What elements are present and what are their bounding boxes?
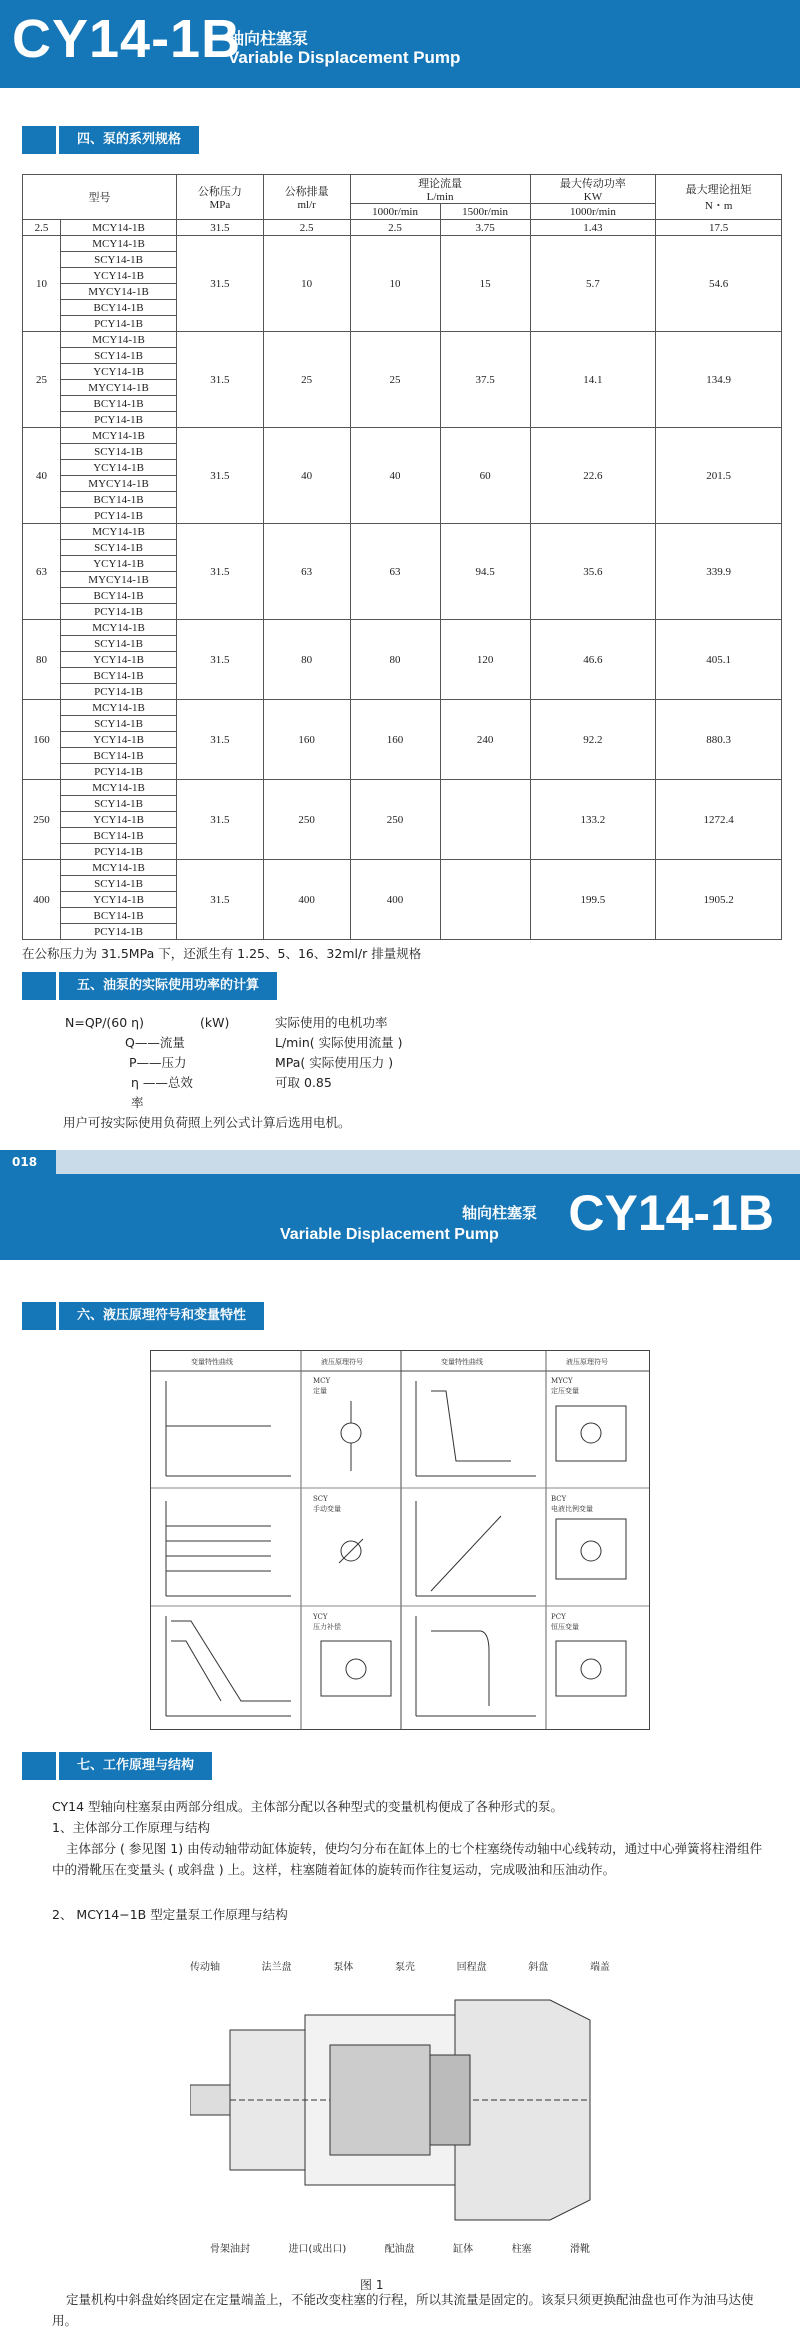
displacement-cell: 250 <box>263 780 350 860</box>
svg-text:BCY: BCY <box>551 1495 567 1503</box>
tab-arrow-icon <box>22 972 56 1000</box>
torque-cell: 339.9 <box>656 524 782 620</box>
model-title: CY14-1B <box>568 1185 774 1241</box>
model-cell: SCY14-1B <box>61 636 177 652</box>
mycy-curve <box>416 1381 536 1476</box>
size-cell: 25 <box>23 332 61 428</box>
page-divider <box>0 1150 800 1174</box>
model-cell: MCY14-1B <box>61 236 177 252</box>
torque-cell: 1905.2 <box>656 860 782 940</box>
pump-cross-section-figure <box>190 1960 610 2260</box>
size-cell: 250 <box>23 780 61 860</box>
section-tab-symbols <box>22 1302 264 1330</box>
power-cell: 5.7 <box>530 236 656 332</box>
bcy-curve <box>416 1501 536 1596</box>
flow-1500-cell: 120 <box>440 620 530 700</box>
table-row <box>23 780 782 796</box>
table-row <box>23 860 782 876</box>
pressure-cell: 31.5 <box>177 620 264 700</box>
model-cell: MCY14-1B <box>61 780 177 796</box>
model-cell: YCY14-1B <box>61 892 177 908</box>
model-cell: YCY14-1B <box>61 460 177 476</box>
pressure-cell: 31.5 <box>177 860 264 940</box>
paragraph: 1、主体部分工作原理与结构 <box>52 1820 210 1835</box>
pump-bottom-labels <box>210 2240 590 2255</box>
model-cell: BCY14-1B <box>61 492 177 508</box>
model-cell: BCY14-1B <box>61 828 177 844</box>
figure-caption: 图 1 <box>360 2278 384 2292</box>
model-cell: SCY14-1B <box>61 796 177 812</box>
page2-banner <box>0 1174 800 1260</box>
pump-top-labels <box>190 1958 610 1973</box>
section-label: 四、泵的系列规格 <box>56 126 199 154</box>
power-cell: 46.6 <box>530 620 656 700</box>
pump-part-label: 回程盘 <box>456 1962 487 1973</box>
pump-part-label: 进口(或出口) <box>288 2244 347 2255</box>
model-cell: MCY14-1B <box>61 860 177 876</box>
col-head: 变量特性曲线 <box>191 1358 233 1366</box>
model-cell: MCY14-1B <box>61 524 177 540</box>
pressure-cell: 31.5 <box>177 780 264 860</box>
flow-1000-cell: 2.5 <box>350 220 440 236</box>
flow-1500-cell: 15 <box>440 236 530 332</box>
flow-1000-cell: 40 <box>350 428 440 524</box>
model-cell: SCY14-1B <box>61 716 177 732</box>
displacement-cell: 63 <box>263 524 350 620</box>
power-cell: 22.6 <box>530 428 656 524</box>
model-cell: SCY14-1B <box>61 540 177 556</box>
th-displacement: 公称排量 ml/r <box>263 175 350 220</box>
formula-row: Q——流量 L/min( 实际使用流量 ) <box>125 1035 403 1050</box>
th-flow-1000: 1000r/min <box>350 204 440 220</box>
flow-1000-cell: 10 <box>350 236 440 332</box>
table-row <box>23 236 782 252</box>
model-cell: MCY14-1B <box>61 428 177 444</box>
displacement-cell: 25 <box>263 332 350 428</box>
svg-text:PCY: PCY <box>551 1613 566 1621</box>
pressure-cell: 31.5 <box>177 220 264 236</box>
model-cell: YCY14-1B <box>61 812 177 828</box>
model-cell: SCY14-1B <box>61 444 177 460</box>
flow-1500-cell: 60 <box>440 428 530 524</box>
torque-cell: 405.1 <box>656 620 782 700</box>
top-banner <box>0 0 800 88</box>
model-cell: YCY14-1B <box>61 364 177 380</box>
power-cell: 133.2 <box>530 780 656 860</box>
model-cell: PCY14-1B <box>61 844 177 860</box>
size-cell: 160 <box>23 700 61 780</box>
pump-part-label: 缸体 <box>453 2244 474 2255</box>
flow-1000-cell: 63 <box>350 524 440 620</box>
flow-1500-cell: 240 <box>440 700 530 780</box>
th-flow-1500: 1500r/min <box>440 204 530 220</box>
flow-1000-cell: 25 <box>350 332 440 428</box>
page-number: 018 <box>0 1150 56 1174</box>
svg-text:恒压变量: 恒压变量 <box>551 1623 579 1631</box>
displacement-cell: 400 <box>263 860 350 940</box>
model-cell: SCY14-1B <box>61 876 177 892</box>
displacement-cell: 2.5 <box>263 220 350 236</box>
section-label: 五、油泵的实际使用功率的计算 <box>56 972 277 1000</box>
model-cell: MYCY14-1B <box>61 572 177 588</box>
th-torque: 最大理论扭矩 N・m <box>656 175 782 220</box>
svg-text:MCY: MCY <box>313 1377 331 1385</box>
torque-cell: 201.5 <box>656 428 782 524</box>
variable-characteristic-diagram <box>150 1350 650 1730</box>
model-cell: BCY14-1B <box>61 908 177 924</box>
flow-1500-cell <box>440 860 530 940</box>
svg-text:压力补偿: 压力补偿 <box>313 1623 341 1631</box>
torque-cell: 1272.4 <box>656 780 782 860</box>
model-cell: PCY14-1B <box>61 604 177 620</box>
pcy-curve <box>416 1616 536 1716</box>
flow-1500-cell <box>440 780 530 860</box>
model-cell: MCY14-1B <box>61 700 177 716</box>
flow-1500-cell: 94.5 <box>440 524 530 620</box>
col-head: 变量特性曲线 <box>441 1358 483 1366</box>
pump-symbol-icon <box>341 1401 361 1471</box>
pump-part-label: 端盖 <box>589 1962 610 1973</box>
pump-part-label: 滑靴 <box>570 2244 590 2255</box>
th-model: 型号 <box>23 175 177 220</box>
table-note: 在公称压力为 31.5MPa 下，还派生有 1.25、5、16、32ml/r 排量规格 <box>22 946 422 961</box>
paragraph: 定量机构中斜盘始终固定在定量端盖上，不能改变柱塞的行程，所以其流量是固定的。该泵只须更换配油盘也可作为油马达使用。 <box>52 2292 754 2328</box>
section-label: 六、液压原理符号和变量特性 <box>56 1302 264 1330</box>
flow-1000-cell: 400 <box>350 860 440 940</box>
model-cell: MCY14-1B <box>61 332 177 348</box>
th-power: 最大传动功率 KW <box>530 175 656 204</box>
th-pressure: 公称压力 MPa <box>177 175 264 220</box>
pump-part-label: 传动轴 <box>190 1962 220 1973</box>
size-cell: 40 <box>23 428 61 524</box>
pump-symbol-icon <box>321 1641 391 1696</box>
model-cell: BCY14-1B <box>61 668 177 684</box>
pump-part-label: 泵体 <box>333 1962 354 1973</box>
size-cell: 2.5 <box>23 220 61 236</box>
pump-part-label: 骨架油封 <box>210 2244 250 2255</box>
pump-part-label: 配油盘 <box>384 2244 415 2255</box>
pump-symbol-icon <box>556 1519 626 1579</box>
flow-1000-cell: 80 <box>350 620 440 700</box>
model-cell: PCY14-1B <box>61 508 177 524</box>
section-label: 七、工作原理与结构 <box>56 1752 212 1780</box>
col-head: 液压原理符号 <box>566 1358 608 1366</box>
power-cell: 199.5 <box>530 860 656 940</box>
pump-symbol-icon <box>339 1539 363 1563</box>
model-cell: YCY14-1B <box>61 652 177 668</box>
pump-part-label: 斜盘 <box>528 1962 549 1973</box>
formula-footer: 用户可按实际使用负荷照上列公式计算后选用电机。 <box>63 1115 351 1130</box>
pump-part-label: 泵壳 <box>394 1962 415 1973</box>
scy-curve <box>166 1501 291 1596</box>
svg-text:YCY: YCY <box>313 1613 328 1621</box>
pressure-cell: 31.5 <box>177 524 264 620</box>
spec-table <box>22 174 782 940</box>
size-cell: 63 <box>23 524 61 620</box>
model-cell: PCY14-1B <box>61 684 177 700</box>
svg-text:手动变量: 手动变量 <box>313 1505 341 1513</box>
model-cell: PCY14-1B <box>61 316 177 332</box>
paragraph: 2、 MCY14−1B 型定量泵工作原理与结构 <box>52 1907 288 1922</box>
power-cell: 1.43 <box>530 220 656 236</box>
power-cell: 35.6 <box>530 524 656 620</box>
tab-arrow-icon <box>22 1302 56 1330</box>
section-tab-principle <box>22 1752 212 1780</box>
pump-part-label: 法兰盘 <box>261 1962 292 1973</box>
model-cell: PCY14-1B <box>61 924 177 940</box>
model-cell: BCY14-1B <box>61 396 177 412</box>
pressure-cell: 31.5 <box>177 428 264 524</box>
tab-arrow-icon <box>22 126 56 154</box>
formula-row: η ——总效率 可取 0.85 <box>131 1075 332 1110</box>
table-row <box>23 524 782 540</box>
power-cell: 14.1 <box>530 332 656 428</box>
model-cell: SCY14-1B <box>61 348 177 364</box>
pressure-cell: 31.5 <box>177 700 264 780</box>
svg-text:MYCY: MYCY <box>551 1377 573 1385</box>
torque-cell: 880.3 <box>656 700 782 780</box>
flow-1500-cell: 3.75 <box>440 220 530 236</box>
model-cell: BCY14-1B <box>61 588 177 604</box>
model-cell: BCY14-1B <box>61 300 177 316</box>
model-cell: BCY14-1B <box>61 748 177 764</box>
model-cell: MCY14-1B <box>61 220 177 236</box>
displacement-cell: 80 <box>263 620 350 700</box>
pump-symbol-icon <box>556 1641 626 1696</box>
flow-1000-cell: 160 <box>350 700 440 780</box>
table-row <box>23 220 782 236</box>
th-power-1000: 1000r/min <box>530 204 656 220</box>
displacement-cell: 160 <box>263 700 350 780</box>
col-head: 液压原理符号 <box>321 1358 363 1366</box>
torque-cell: 134.9 <box>656 332 782 428</box>
pump-part-label: 柱塞 <box>511 2244 532 2255</box>
table-row <box>23 700 782 716</box>
svg-text:电液比例变量: 电液比例变量 <box>551 1505 593 1513</box>
model-cell: MYCY14-1B <box>61 380 177 396</box>
formula-block <box>65 1013 402 1133</box>
power-cell: 92.2 <box>530 700 656 780</box>
size-cell: 10 <box>23 236 61 332</box>
model-cell: PCY14-1B <box>61 412 177 428</box>
title-en: Variable Displacement Pump <box>280 1226 499 1243</box>
paragraph: CY14 型轴向柱塞泵由两部分组成。主体部分配以各种型式的变量机构便成了各种形式的泵。 <box>52 1799 564 1814</box>
model-cell: YCY14-1B <box>61 268 177 284</box>
th-flow: 理论流量 L/min <box>350 175 530 204</box>
svg-text:定压变量: 定压变量 <box>551 1387 579 1395</box>
formula-row: N=QP/(60 η) (kW) 实际使用的电机功率 <box>65 1015 388 1030</box>
model-cell: MYCY14-1B <box>61 284 177 300</box>
model-cell: SCY14-1B <box>61 252 177 268</box>
title-en: Variable Displacement Pump <box>228 48 461 67</box>
table-row <box>23 620 782 636</box>
title-cn: 轴向柱塞泵 <box>462 1204 538 1222</box>
displacement-cell: 40 <box>263 428 350 524</box>
model-cell: MYCY14-1B <box>61 476 177 492</box>
model-cell: MCY14-1B <box>61 620 177 636</box>
model-cell: YCY14-1B <box>61 556 177 572</box>
title-cn: 轴向柱塞泵 <box>228 29 309 48</box>
model-title: CY14-1B <box>12 9 242 69</box>
torque-cell: 17.5 <box>656 220 782 236</box>
formula-row: P——压力 MPa( 实际使用压力 ) <box>129 1055 394 1070</box>
table-row <box>23 332 782 348</box>
table-row <box>23 428 782 444</box>
pressure-cell: 31.5 <box>177 236 264 332</box>
flow-1000-cell: 250 <box>350 780 440 860</box>
torque-cell: 54.6 <box>656 236 782 332</box>
model-cell: PCY14-1B <box>61 764 177 780</box>
size-cell: 80 <box>23 620 61 700</box>
mcy-curve <box>166 1381 291 1476</box>
section-tab-specs <box>22 126 199 154</box>
displacement-cell: 10 <box>263 236 350 332</box>
pressure-cell: 31.5 <box>177 332 264 428</box>
svg-text:定量: 定量 <box>313 1387 327 1395</box>
tab-arrow-icon <box>22 1752 56 1780</box>
section-tab-power <box>22 972 277 1000</box>
svg-text:SCY: SCY <box>313 1495 328 1503</box>
flow-1500-cell: 37.5 <box>440 332 530 428</box>
paragraph: 主体部分 ( 参见图 1) 由传动轴带动缸体旋转，使均匀分布在缸体上的七个柱塞绕传动轴中心线转动，通过中心弹簧将柱滑组件中的滑靴压在变量头 ( 或斜盘 ) 上。这样，柱塞随着缸体的旋转而作往复运动，完成吸油和压油动作。 <box>52 1841 763 1877</box>
model-cell: YCY14-1B <box>61 732 177 748</box>
size-cell: 400 <box>23 860 61 940</box>
ycy-curve <box>166 1616 291 1716</box>
pump-symbol-icon <box>556 1406 626 1461</box>
